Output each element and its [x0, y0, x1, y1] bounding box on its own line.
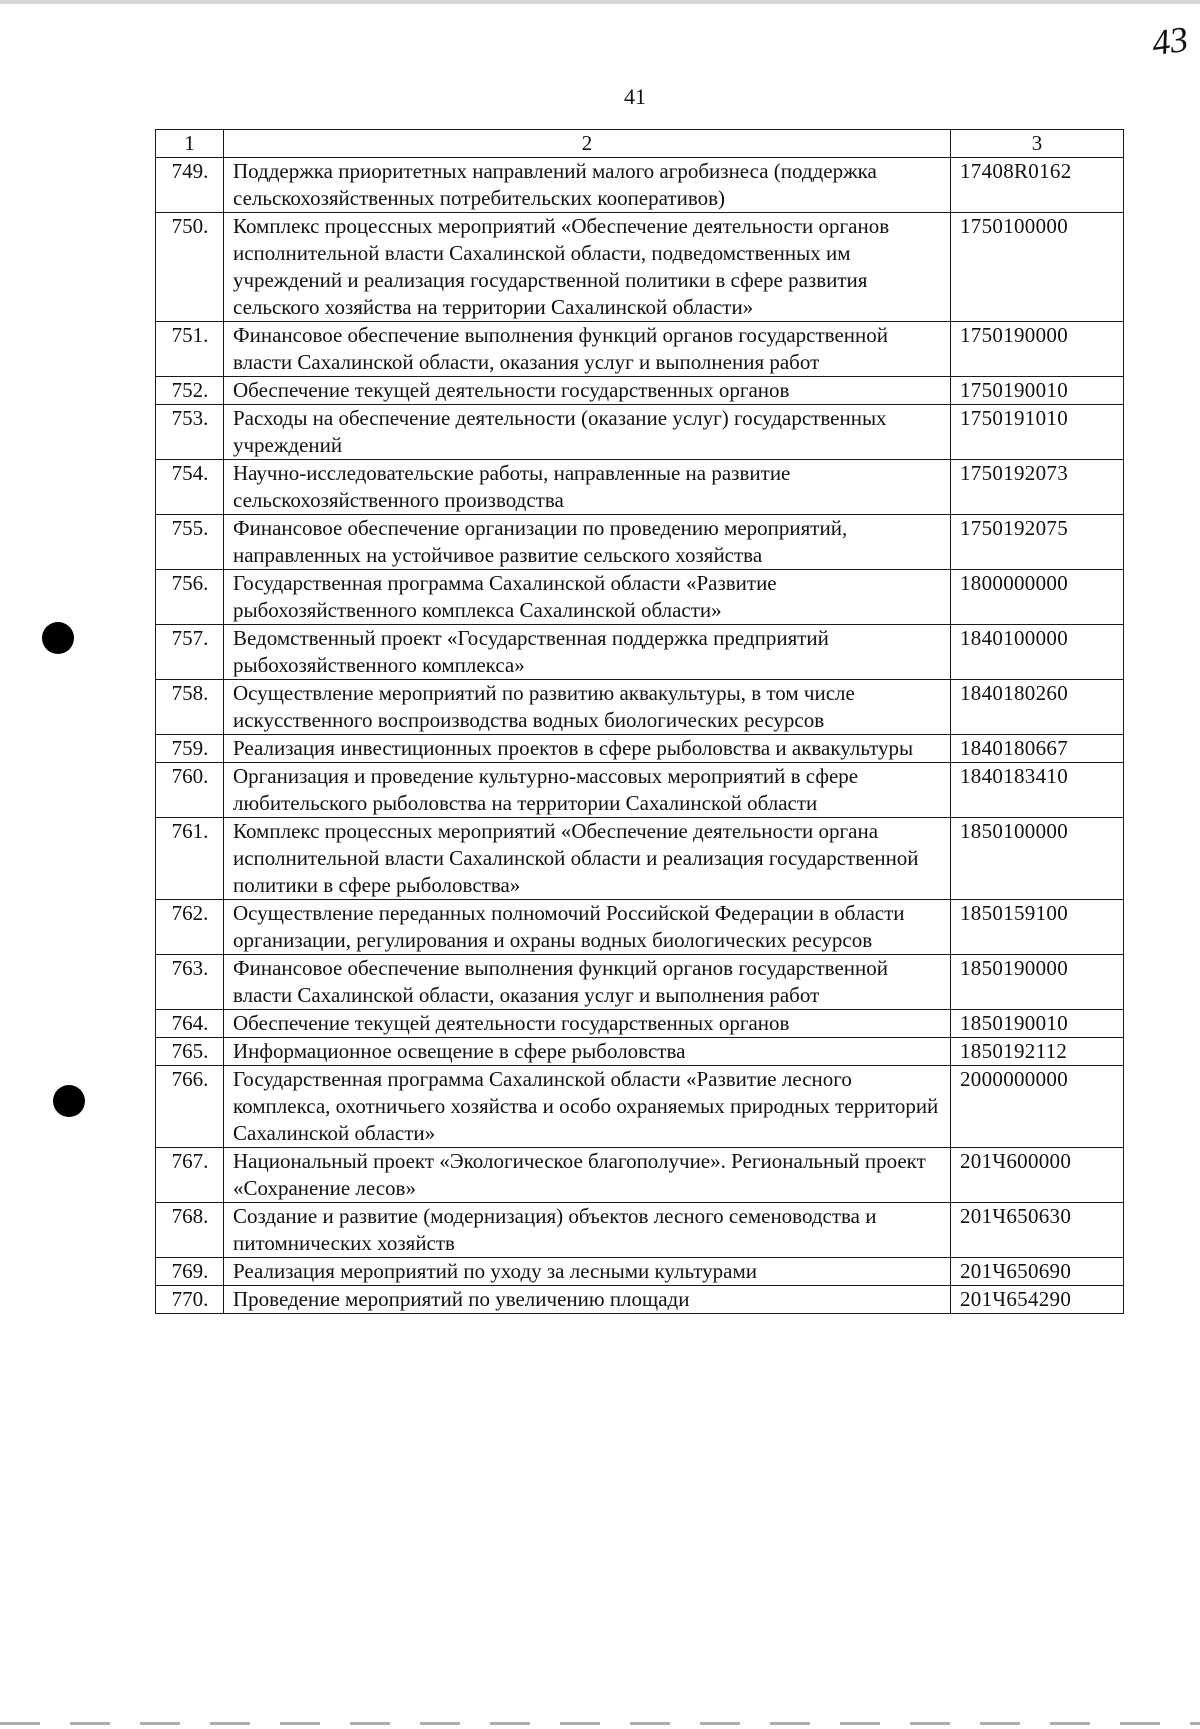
row-code: 1840180667	[951, 735, 1124, 763]
table-row	[156, 1203, 1124, 1258]
row-number: 754.	[156, 460, 224, 515]
row-name: Осуществление переданных полномочий Российской Федерации в области организации, регулирования и охраны водных биологических ресурсов	[224, 900, 951, 955]
row-code: 1750192073	[951, 460, 1124, 515]
row-name: Финансовое обеспечение выполнения функций органов государственной власти Сахалинской области, оказания услуг и выполнения работ	[224, 322, 951, 377]
page-top-edge	[0, 0, 1200, 4]
row-number: 756.	[156, 570, 224, 625]
row-name: Финансовое обеспечение организации по проведению мероприятий, направленных на устойчивое развитие сельского хозяйства	[224, 515, 951, 570]
row-name: Проведение мероприятий по увеличению площади	[224, 1286, 951, 1314]
row-code: 201Ч654290	[951, 1286, 1124, 1314]
binder-hole-icon	[53, 1085, 85, 1117]
row-code: 201Ч600000	[951, 1148, 1124, 1203]
row-number: 755.	[156, 515, 224, 570]
row-code: 201Ч650690	[951, 1258, 1124, 1286]
row-number: 761.	[156, 818, 224, 900]
row-name: Создание и развитие (модернизация) объектов лесного семеноводства и питомнических хозяйств	[224, 1203, 951, 1258]
table-row	[156, 570, 1124, 625]
row-name: Обеспечение текущей деятельности государственных органов	[224, 1010, 951, 1038]
row-number: 752.	[156, 377, 224, 405]
row-number: 757.	[156, 625, 224, 680]
row-code: 17408R0162	[951, 158, 1124, 213]
table-row	[156, 1148, 1124, 1203]
row-name: Ведомственный проект «Государственная поддержка предприятий рыбохозяйственного комплекса»	[224, 625, 951, 680]
row-name: Поддержка приоритетных направлений малого агробизнеса (поддержка сельскохозяйственных потребительских кооперативов)	[224, 158, 951, 213]
table-body	[156, 158, 1124, 1314]
row-code: 1850190010	[951, 1010, 1124, 1038]
row-number: 759.	[156, 735, 224, 763]
table-row	[156, 1066, 1124, 1148]
row-code: 1750191010	[951, 405, 1124, 460]
table-row	[156, 460, 1124, 515]
table-row	[156, 158, 1124, 213]
row-name: Реализация инвестиционных проектов в сфере рыболовства и аквакультуры	[224, 735, 951, 763]
table-row	[156, 1010, 1124, 1038]
binder-hole-icon	[42, 622, 74, 654]
row-name: Реализация мероприятий по уходу за лесными культурами	[224, 1258, 951, 1286]
table-header-row	[156, 130, 1124, 158]
row-code: 1850192112	[951, 1038, 1124, 1066]
row-code: 1850100000	[951, 818, 1124, 900]
budget-code-table	[155, 129, 1124, 1314]
row-name: Государственная программа Сахалинской области «Развитие лесного комплекса, охотничьего хозяйства и особо охраняемых природных территорий Сахалинской области»	[224, 1066, 951, 1148]
row-name: Государственная программа Сахалинской области «Развитие рыбохозяйственного комплекса Сахалинской области»	[224, 570, 951, 625]
table-row	[156, 213, 1124, 322]
row-number: 762.	[156, 900, 224, 955]
row-number: 758.	[156, 680, 224, 735]
table-row	[156, 625, 1124, 680]
table-row	[156, 1038, 1124, 1066]
table-row	[156, 900, 1124, 955]
row-number: 764.	[156, 1010, 224, 1038]
row-name: Научно-исследовательские работы, направленные на развитие сельскохозяйственного производства	[224, 460, 951, 515]
row-code: 201Ч650630	[951, 1203, 1124, 1258]
row-code: 1850190000	[951, 955, 1124, 1010]
row-number: 765.	[156, 1038, 224, 1066]
row-name: Комплекс процессных мероприятий «Обеспечение деятельности органа исполнительной власти Сахалинской области и реализация государственной политики в сфере рыболовства»	[224, 818, 951, 900]
page-number: 41	[624, 84, 646, 109]
row-number: 770.	[156, 1286, 224, 1314]
row-number: 760.	[156, 763, 224, 818]
row-number: 767.	[156, 1148, 224, 1203]
row-code: 1750190000	[951, 322, 1124, 377]
column-header-code: 3	[951, 130, 1124, 158]
table-row	[156, 1258, 1124, 1286]
row-number: 749.	[156, 158, 224, 213]
table-row	[156, 680, 1124, 735]
column-header-name: 2	[224, 130, 951, 158]
table-row	[156, 818, 1124, 900]
table-row	[156, 322, 1124, 377]
row-name: Осуществление мероприятий по развитию аквакультуры, в том числе искусственного воспроизводства водных биологических ресурсов	[224, 680, 951, 735]
row-code: 1840100000	[951, 625, 1124, 680]
table-row	[156, 763, 1124, 818]
row-name: Национальный проект «Экологическое благополучие». Региональный проект «Сохранение лесов»	[224, 1148, 951, 1203]
row-name: Финансовое обеспечение выполнения функций органов государственной власти Сахалинской области, оказания услуг и выполнения работ	[224, 955, 951, 1010]
row-name: Организация и проведение культурно-массовых мероприятий в сфере любительского рыболовства на территории Сахалинской области	[224, 763, 951, 818]
handwritten-sheet-number: 43	[1149, 18, 1191, 64]
row-code: 2000000000	[951, 1066, 1124, 1148]
row-number: 769.	[156, 1258, 224, 1286]
row-number: 750.	[156, 213, 224, 322]
table-row	[156, 955, 1124, 1010]
table-row	[156, 515, 1124, 570]
row-code: 1750192075	[951, 515, 1124, 570]
row-number: 768.	[156, 1203, 224, 1258]
row-number: 766.	[156, 1066, 224, 1148]
row-code: 1800000000	[951, 570, 1124, 625]
row-code: 1840180260	[951, 680, 1124, 735]
row-name: Обеспечение текущей деятельности государственных органов	[224, 377, 951, 405]
row-name: Расходы на обеспечение деятельности (оказание услуг) государственных учреждений	[224, 405, 951, 460]
row-code: 1750100000	[951, 213, 1124, 322]
row-name: Комплекс процессных мероприятий «Обеспечение деятельности органов исполнительной власти Сахалинской области, подведомственных им учреждений и реализация государственной политики в сфере развития сельского хозяйства на территории Сахалинской области»	[224, 213, 951, 322]
row-number: 753.	[156, 405, 224, 460]
column-header-number: 1	[156, 130, 224, 158]
row-number: 751.	[156, 322, 224, 377]
table-row	[156, 377, 1124, 405]
table-row	[156, 1286, 1124, 1314]
row-name: Информационное освещение в сфере рыболовства	[224, 1038, 951, 1066]
scan-bottom-edge	[0, 1722, 1200, 1725]
row-code: 1750190010	[951, 377, 1124, 405]
table-row	[156, 405, 1124, 460]
row-code: 1850159100	[951, 900, 1124, 955]
row-number: 763.	[156, 955, 224, 1010]
table-row	[156, 735, 1124, 763]
row-code: 1840183410	[951, 763, 1124, 818]
